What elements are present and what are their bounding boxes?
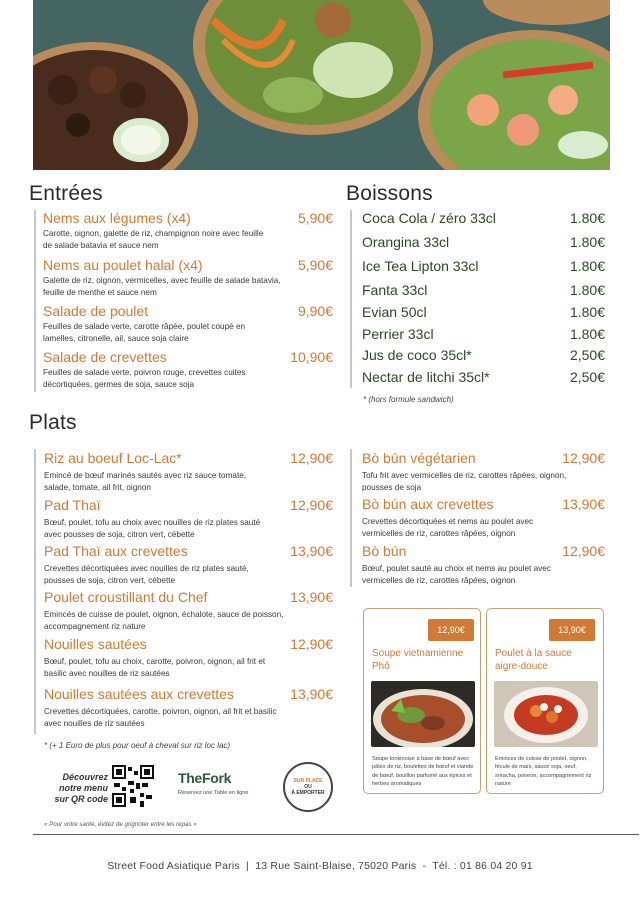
thefork-tagline: Réservez une Table en ligne [178,790,249,796]
card-price: 13,90€ [549,619,595,641]
entrees-divider [34,210,36,392]
plat-price: 12,90€ [290,636,333,652]
plat-desc: Bœuf, poulet, tofu au choix, carotte, poivron, oignon, ail frit et basilic avec nouilles de riz sautées [44,657,266,678]
drink-price: 1.80€ [569,258,605,274]
drink-item [362,282,605,298]
thefork-logo-text: TheFork [178,770,232,786]
entree-price: 5,90€ [297,210,333,226]
dish-card-pho [363,608,481,794]
plat-desc: Bœuf, poulet sauté au choix et nems au poulet avec vermicelles de riz, carottes râpées, oignon [362,564,551,585]
entree-item [43,210,333,252]
drink-item [362,326,605,342]
sur-place-stamp [283,762,333,812]
entree-desc: Carotte, oignon, galette de riz, champignon noire avec feuille de salade batavia et sauce nem [43,229,264,250]
drink-name: Jus de coco 35cl* [362,347,472,363]
entree-desc: Galette de riz, oignon, vermicelles, avec feuille de salade batavia, feuille de menthe et sauce nem [43,276,281,297]
stamp-line: À EMPORTER [291,790,325,796]
stamp-line: SUR PLACE [293,778,323,784]
plat-item [44,589,333,633]
footer-rule [33,834,639,835]
card-desc: Soupe tonkinoise à base de bœuf avec pâtes de riz, boulettes de bœuf et viande de bœuf, bouillon parfumé aux épices et herbes aromatiques [372,756,474,788]
entree-name: Nems aux légumes (x4) [43,210,191,226]
pho-photo [371,681,475,747]
plat-price: 12,90€ [290,450,333,466]
drink-price: 1.80€ [569,304,605,320]
plat-name: Bò bún aux crevettes [362,496,494,512]
drink-item [362,304,605,320]
entree-desc: Feuilles de salade verte, carotte râpée, poulet coupé en lamelles, citronelle, ail, sauce soja claire [43,322,246,343]
entree-price: 10,90€ [290,349,333,365]
plats-note: * (+ 1 Euro de plus pour oeuf à cheval sur riz loc lac) [44,741,231,750]
dish-card-poulet [486,608,604,794]
drink-item [362,369,605,385]
entree-item [43,257,333,299]
plat-name: Nouilles sautées [44,636,147,652]
plat-desc: Bœuf, poulet, tofu au choix avec nouilles de riz plates sauté avec pousses de soja, citron vert, cébette [44,518,261,539]
plat-price: 13,90€ [290,543,333,559]
drink-price: 2,50€ [569,347,605,363]
plat-price: 12,90€ [290,497,333,513]
drink-name: Coca Cola / zéro 33cl [362,210,496,226]
drink-price: 2,50€ [569,369,605,385]
drink-item [362,347,605,363]
plat-item [362,496,605,540]
entree-item [43,303,333,345]
plat-item [44,636,333,680]
plat-name: Poulet croustillant du Chef [44,589,208,605]
drink-name: Fanta 33cl [362,282,428,298]
thefork-logo[interactable] [178,770,249,796]
drink-price: 1.80€ [569,234,605,250]
boissons-note: * (hors formule sandwich) [363,395,454,404]
entree-desc: Feuilles de salade verte, poivron rouge, crevettes cuites décortiquées, germes de soja, sauce soja [43,368,246,389]
drink-name: Perrier 33cl [362,326,434,342]
plat-name: Nouilles sautées aux crevettes [44,686,234,702]
drink-price: 1.80€ [569,326,605,342]
poulet-photo [494,681,598,747]
plat-name: Pad Thaï [44,497,101,513]
drink-price: 1.80€ [569,282,605,298]
plat-price: 13,90€ [562,496,605,512]
plat-name: Riz au boeuf Loc-Lac* [44,450,182,466]
plat-item [44,543,333,587]
plats-right-divider [350,449,352,587]
entree-name: Salade de crevettes [43,349,167,365]
drink-item [362,258,605,274]
card-name: Poulet à la sauce aigre-douce [495,648,572,672]
plat-price: 12,90€ [562,450,605,466]
qr-code-icon[interactable] [112,765,154,807]
plat-desc: Crevettes décortiquées avec nouilles de riz plates sauté, pousses de soja, citron vert, cébette [44,564,249,585]
plat-item [44,497,333,541]
card-name: Soupe vietnamienne Phô [372,648,464,672]
plat-desc: Crevettes décortiquées, carotte, poivron, oignon, ail frit et basilic avec nouilles de riz sautées [44,707,277,728]
section-title-plats: Plats [29,411,77,434]
entree-item [43,349,333,391]
plat-desc: Emincés de cuisse de poulet, oignon, échalote, sauce de poisson, accompagnement riz nature [44,610,284,631]
drink-item [362,234,605,250]
entree-name: Salade de poulet [43,303,149,319]
drink-name: Ice Tea Lipton 33cl [362,258,479,274]
plat-item [44,450,333,494]
entree-name: Nems au poulet halal (x4) [43,257,203,273]
plat-item [44,686,333,730]
drink-name: Evian 50cl [362,304,427,320]
entree-price: 9,90€ [297,303,333,319]
stamp-line: OU [304,784,312,790]
boissons-divider [350,210,352,388]
plat-item [362,543,605,587]
hero-food-photo [33,0,610,170]
plat-price: 13,90€ [290,589,333,605]
plat-name: Pad Thaï aux crevettes [44,543,188,559]
entree-price: 5,90€ [297,257,333,273]
plat-price: 13,90€ [290,686,333,702]
qr-caption: Découvrez notre menu sur QR code [54,772,108,804]
plat-desc: Tofu frit avec vermicelles de riz, carottes râpées, oignon, pousses de soja [362,471,567,492]
health-note: « Pour votre santé, évitez de grignoter entre les repas » [44,821,197,828]
footer-address: Street Food Asiatique Paris | 13 Rue Saint-Blaise, 75020 Paris - Tél. : 01 86 04 20 91 [107,860,533,872]
plat-desc: Emincé de bœuf marinés sautés avec riz sauce tomate, salade, tomate, ail frit, oignon [44,471,247,492]
card-price: 12,90€ [428,619,474,641]
section-title-boissons: Boissons [346,182,433,205]
drink-name: Orangina 33cl [362,234,450,250]
plat-item [362,450,605,494]
plat-name: Bò bún végétarien [362,450,476,466]
plats-left-divider [34,449,36,734]
section-title-entrees: Entrées [29,182,103,205]
drink-price: 1.80€ [569,210,605,226]
card-desc: Eminces de cuisse de poulet, oignon, fécule de maïs, sauce soja, oeuf, sriracha, poivron, accompagnement riz nature [495,756,592,788]
drink-name: Nectar de litchi 35cl* [362,369,490,385]
plat-price: 12,90€ [562,543,605,559]
plat-desc: Crevettes décortiquées et nems au poulet avec vermicelles de riz, carottes râpées, oignon [362,517,534,538]
drink-item [362,210,605,226]
plat-name: Bò bún [362,543,407,559]
